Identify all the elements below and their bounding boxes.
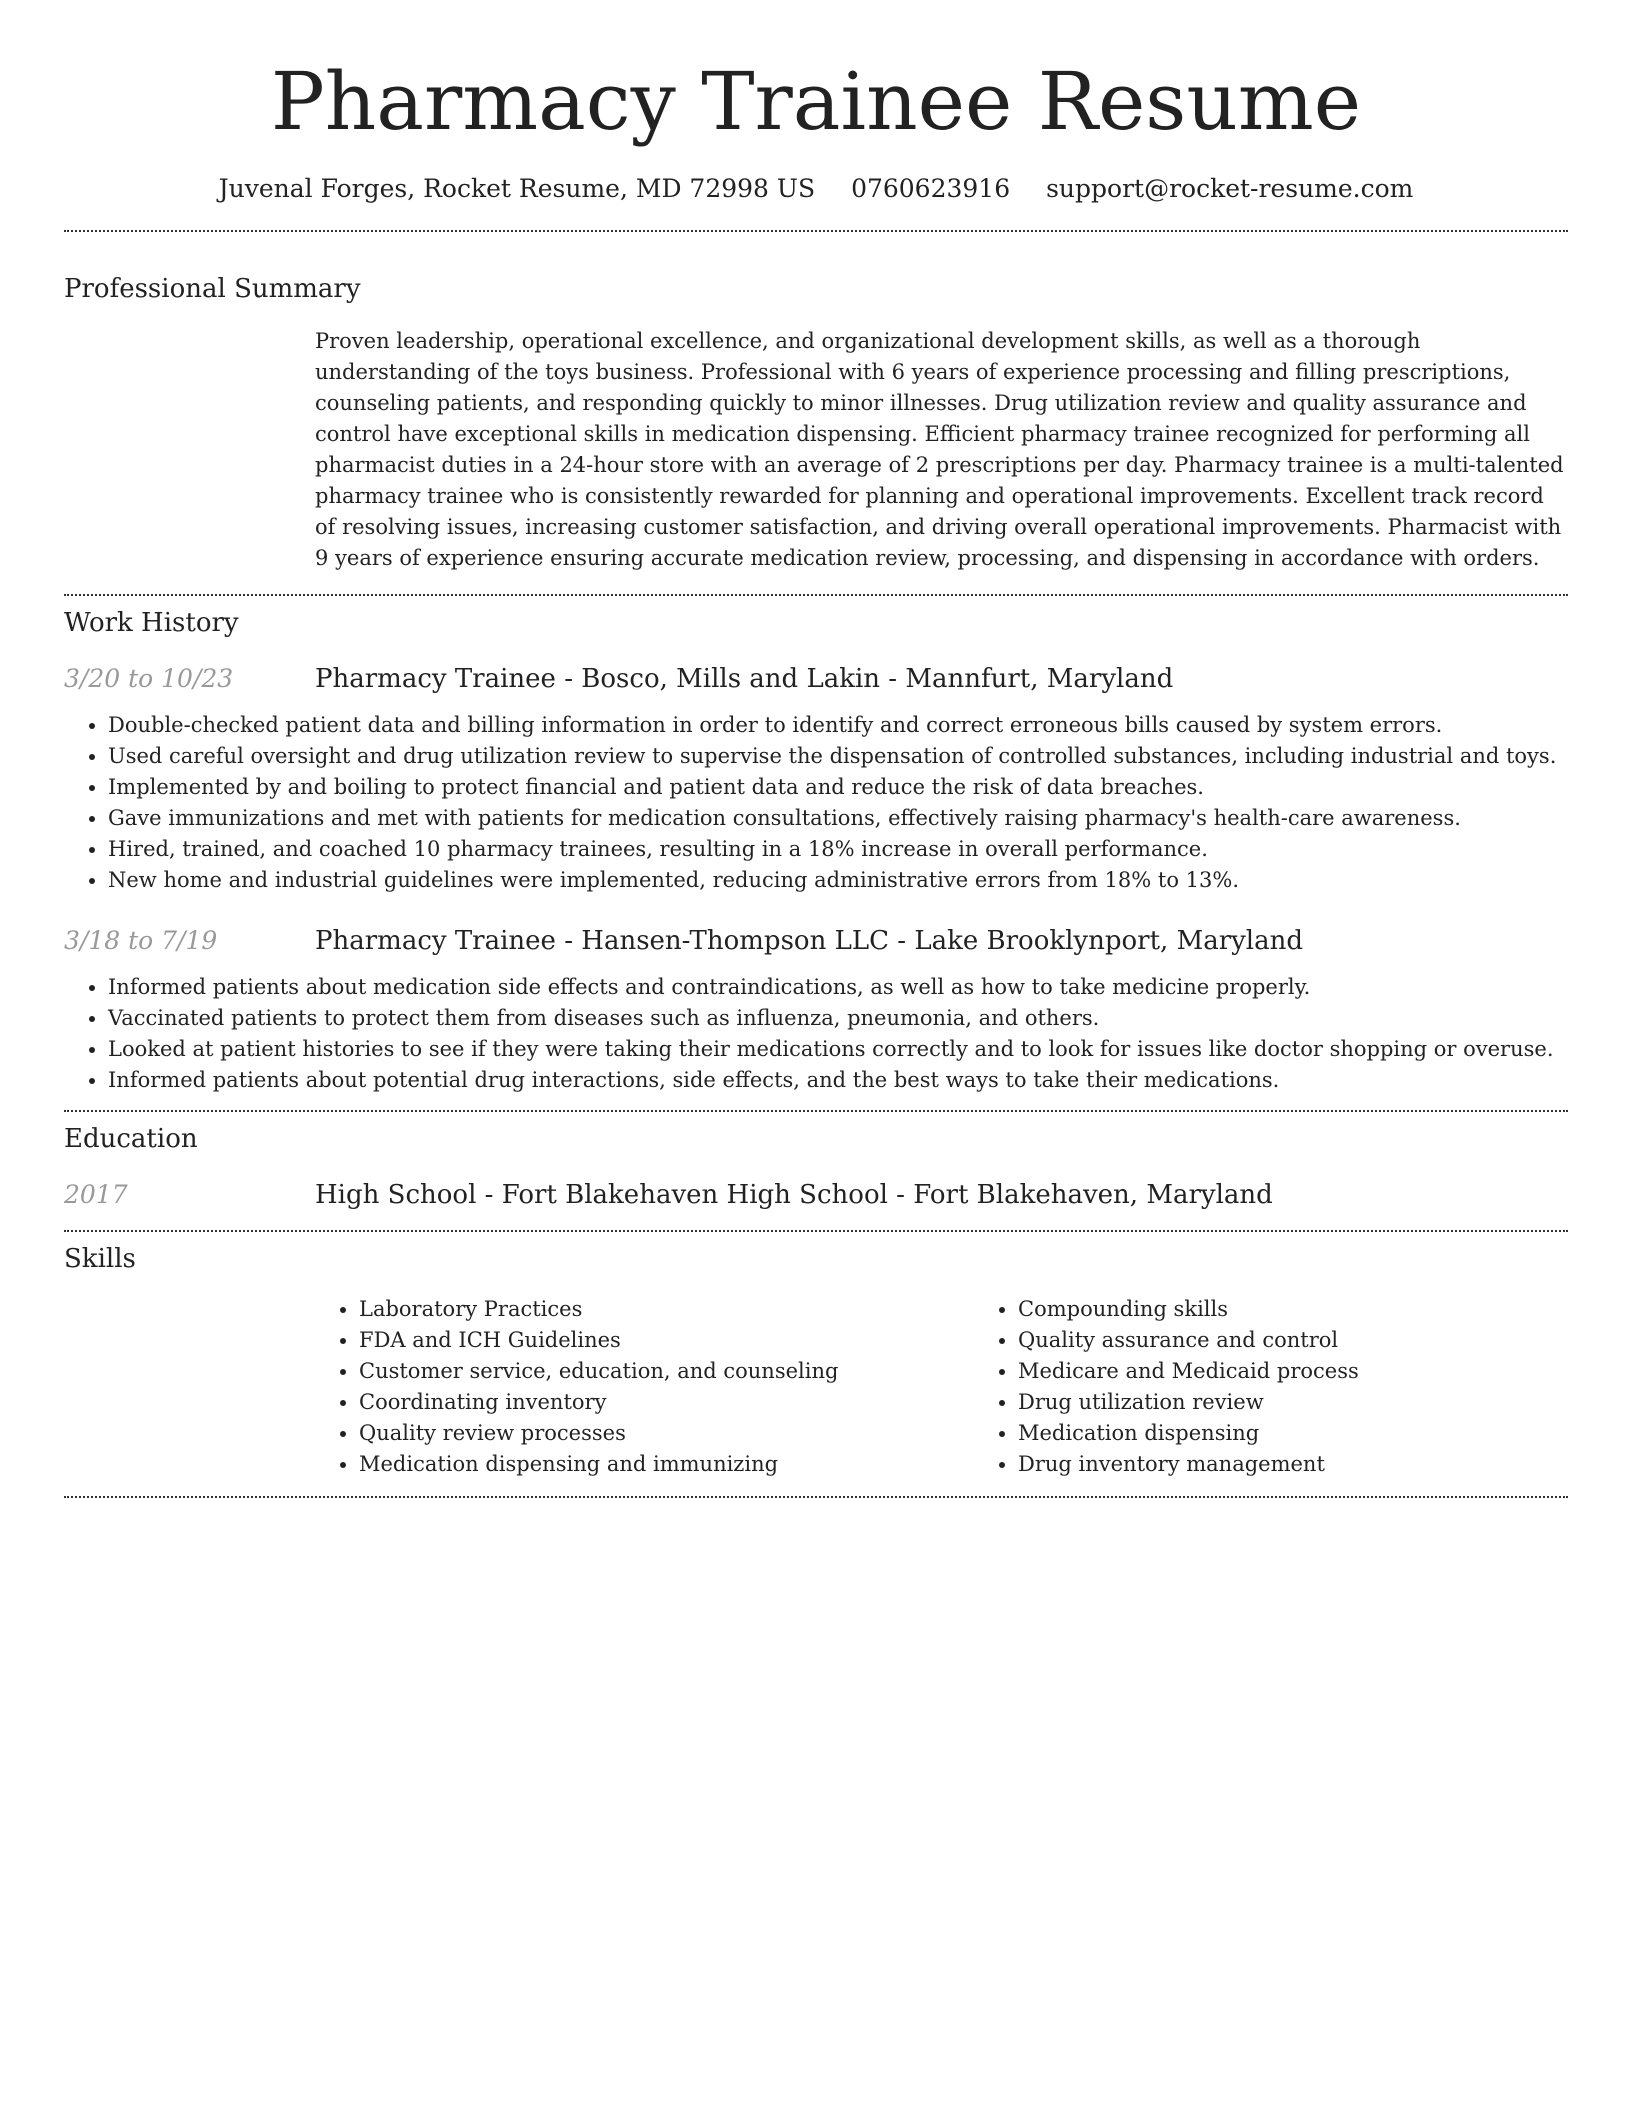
contact-phone: 0760623916 (851, 174, 1011, 203)
resume-title: Pharmacy Trainee Resume (270, 55, 1362, 148)
list-item: • Informed patients about medication side effects and contraindications, as well as how to take medicine properly. (108, 972, 1568, 1003)
job-title: Pharmacy Trainee (315, 926, 556, 956)
education-school: Fort Blakehaven High School (501, 1180, 888, 1210)
list-item: • Used careful oversight and drug utilization review to supervise the dispensation of controlled substances, including industrial and toys. (108, 741, 1568, 772)
list-item: • Laboratory Practices (359, 1294, 974, 1325)
list-item: • Medication dispensing and immunizing (359, 1449, 974, 1480)
separator: - (889, 926, 915, 956)
summary-text: Proven leadership, operational excellence, and organizational development skills, as well as a thorough understanding of the toys business. Professional with 6 years of experience processing and filling prescriptions, counseling patients, and responding quickly to minor illnesses. Drug utilization review and quality assurance and control have exceptional skills in medication dispensing. Efficient pharmacy trainee recognized for performing all pharmacist duties in a 24-hour store with an average of 2 prescriptions per day. Pharmacy trainee is a multi-talented pharmacy trainee who is consistently rewarded for planning and operational improvements. Excellent track record of resolving issues, increasing customer satisfaction, and driving overall operational improvements. Pharmacist with 9 years of experience ensuring accurate medication review, processing, and dispensing in accordance with orders. (315, 329, 1564, 570)
list-item: • Quality assurance and control (1018, 1325, 1632, 1356)
separator: - (555, 664, 582, 694)
divider (64, 1496, 1568, 1498)
divider (64, 594, 1568, 596)
job-entry-2 (64, 924, 1568, 958)
list-item: • New home and industrial guidelines were implemented, reducing administrative errors from 18% to 13%. (108, 865, 1568, 896)
list-item: • Medicare and Medicaid process (1018, 1356, 1632, 1387)
resume-page (64, 0, 1568, 1498)
separator: - (555, 926, 582, 956)
skills-column-right (974, 1294, 1632, 1480)
divider (64, 230, 1568, 232)
skills-grid (315, 1294, 1568, 1480)
list-item: • Gave immunizations and met with patients for medication consultations, effectively raising pharmacy's health-care awareness. (108, 803, 1568, 834)
list-item: • Coordinating inventory (359, 1387, 974, 1418)
list-item: • Compounding skills (1018, 1294, 1632, 1325)
job-bullets-1 (64, 710, 1568, 896)
job-title-line (315, 924, 1303, 958)
section-heading-summary: Professional Summary (64, 274, 361, 304)
divider (64, 1110, 1568, 1112)
list-item: • Looked at patient histories to see if they were taking their medications correctly and to look for issues like doctor shopping or overuse. (108, 1034, 1568, 1065)
separator: - (476, 1180, 502, 1210)
education-year: 2017 (64, 1180, 128, 1209)
list-item: • FDA and ICH Guidelines (359, 1325, 974, 1356)
job-location: Mannfurt, Maryland (905, 664, 1174, 694)
education-title-line (315, 1178, 1273, 1212)
education-entry (64, 1178, 1568, 1212)
job-title-line (315, 662, 1173, 696)
job-dates: 3/20 to 10/23 (64, 664, 234, 693)
section-heading-skills: Skills (64, 1244, 136, 1274)
contact-line (64, 172, 1568, 206)
list-item: • Vaccinated patients to protect them from diseases such as influenza, pneumonia, and others. (108, 1003, 1568, 1034)
job-dates: 3/18 to 7/19 (64, 926, 218, 955)
list-item: • Double-checked patient data and billing information in order to identify and correct erroneous bills caused by system errors. (108, 710, 1568, 741)
list-item: • Customer service, education, and counseling (359, 1356, 974, 1387)
education-location: Fort Blakehaven, Maryland (913, 1180, 1273, 1210)
divider (64, 1230, 1568, 1232)
list-item: • Quality review processes (359, 1418, 974, 1449)
list-item: • Medication dispensing (1018, 1418, 1632, 1449)
list-item: • Drug inventory management (1018, 1449, 1632, 1480)
separator: - (880, 664, 906, 694)
list-item: • Implemented by and boiling to protect financial and patient data and reduce the risk of data breaches. (108, 772, 1568, 803)
contact-email: support@rocket-resume.com (1046, 174, 1414, 203)
job-title: Pharmacy Trainee (315, 664, 556, 694)
section-heading-work: Work History (64, 608, 239, 638)
list-item: • Informed patients about potential drug interactions, side effects, and the best ways to take their medications. (108, 1065, 1568, 1096)
job-company: Bosco, Mills and Lakin (581, 664, 881, 694)
section-heading-education: Education (64, 1124, 198, 1154)
education-degree: High School (315, 1180, 477, 1210)
contact-address: Juvenal Forges, Rocket Resume, MD 72998 US (218, 174, 816, 203)
job-entry-1 (64, 662, 1568, 696)
job-bullets-2 (64, 972, 1568, 1096)
job-location: Lake Brooklynport, Maryland (914, 926, 1304, 956)
skills-column-left (315, 1294, 974, 1480)
job-company: Hansen-Thompson LLC (581, 926, 890, 956)
separator: - (887, 1180, 914, 1210)
list-item: • Drug utilization review (1018, 1387, 1632, 1418)
list-item: • Hired, trained, and coached 10 pharmacy trainees, resulting in a 18% increase in overall performance. (108, 834, 1568, 865)
